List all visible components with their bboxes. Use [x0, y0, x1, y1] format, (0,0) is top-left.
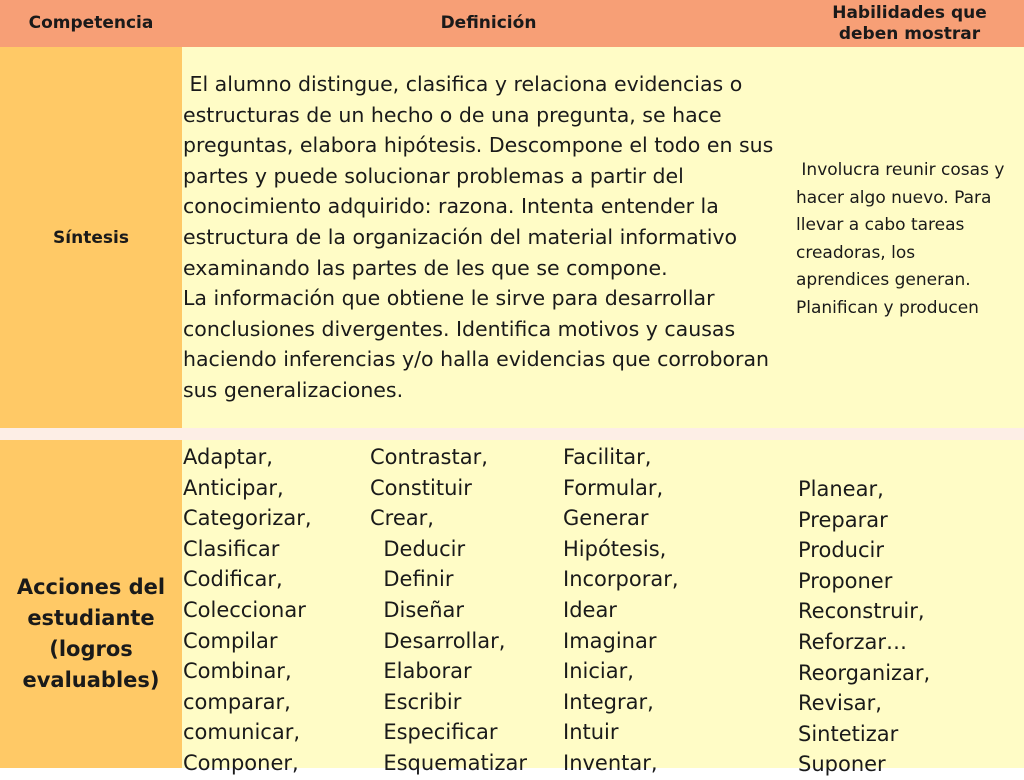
verb-item: comunicar, [183, 720, 301, 745]
verb-item: Proponer [798, 568, 893, 593]
verb-item: comparar, [183, 689, 291, 714]
verb-item: Integrar, [563, 689, 654, 714]
definicion-line: estructuras de un hecho o de una pregunta, se hace [183, 102, 722, 127]
verb-item: Facilitar, [563, 445, 652, 469]
row2-verbs-cell [182, 440, 1024, 777]
verb-item: Suponer [798, 752, 886, 777]
row2-competencia-line: estudiante [27, 606, 155, 630]
definicion-line: conocimiento adquirido: razona. Intenta entender la [183, 194, 719, 219]
verb-item: Compilar [183, 628, 278, 653]
verb-column-2 [370, 442, 527, 779]
definicion-line: haciendo inferencias y/o halla evidencias que corroboran [183, 347, 770, 372]
verb-item: Coleccionar [183, 597, 306, 622]
verb-item: Revisar, [798, 691, 882, 716]
row1-definicion-cell [182, 47, 795, 428]
row1-competencia-cell [0, 47, 182, 428]
verb-item: Idear [563, 597, 617, 622]
verb-item: Producir [798, 538, 884, 563]
definicion-line: estructura de la organización del material informativo [183, 224, 738, 249]
verb-item: Elaborar [370, 659, 472, 684]
definicion-line: preguntas, elabora hipótesis. Descompone el todo en sus [183, 133, 774, 158]
verb-item: Hipótesis, [563, 536, 667, 561]
definicion-line: La información que obtiene le sirve para desarrollar [183, 286, 715, 311]
habilidades-line: hacer algo nuevo. Para [796, 187, 992, 208]
definicion-line: partes y puede solucionar problemas a partir del [183, 163, 684, 188]
verb-item: Escribir [370, 689, 462, 714]
definicion-line: examinando las partes de les que se compone. [183, 255, 668, 280]
habilidades-line: aprendices generan. [796, 270, 971, 290]
row1-competencia-label: Síntesis [53, 227, 129, 248]
verb-item: Crear, [370, 506, 434, 531]
verb-item: Esquematizar [370, 750, 528, 775]
verb-item: Sintetizar [798, 721, 899, 746]
header-habilidades [795, 0, 1024, 47]
verb-item: Imaginar [563, 628, 657, 653]
verb-column-1 [183, 442, 312, 779]
verb-item: Contrastar, [370, 445, 488, 469]
verb-item: Intuir [563, 720, 619, 745]
habilidades-line: llevar a cabo tareas [796, 215, 965, 235]
habilidades-line: creadoras, los [796, 242, 916, 263]
verb-item: Componer, [183, 750, 299, 775]
verb-item: Adaptar, [183, 445, 273, 469]
row1-habilidades-cell [795, 47, 1024, 428]
header-competencia [0, 0, 182, 47]
verb-item: Preparar [798, 507, 888, 532]
verb-item: Reorganizar, [798, 660, 931, 685]
verb-item: Desarrollar, [370, 628, 506, 653]
verb-item: Diseñar [370, 597, 465, 622]
header-competencia-label: Competencia [28, 13, 154, 33]
row2-competencia-line: evaluables) [22, 668, 160, 692]
header-definicion [182, 0, 795, 47]
verb-item: Deducir [370, 536, 466, 561]
verb-item: Incorporar, [563, 567, 679, 592]
verb-item: Reforzar… [798, 629, 907, 654]
verb-item: Categorizar, [183, 506, 312, 531]
verb-item: Generar [563, 506, 649, 531]
verb-column-4 [798, 474, 930, 780]
definicion-line: sus generalizaciones. [183, 377, 404, 402]
verb-item: Clasificar [183, 536, 280, 561]
row2-competencia-cell [0, 440, 182, 768]
definicion-line: El alumno distingue, clasifica y relaciona evidencias o [183, 72, 743, 96]
verb-item: Especificar [370, 720, 498, 745]
definicion-line: conclusiones divergentes. Identifica motivos y causas [183, 316, 736, 341]
habilidades-line: Planifican y producen [796, 297, 979, 318]
verb-item: Constituir [370, 475, 472, 500]
row1-habilidades-text [796, 157, 1004, 322]
verb-item: Combinar, [183, 659, 292, 684]
habilidades-line: Involucra reunir cosas y [796, 160, 1005, 180]
row2-competencia-line: Acciones del [16, 575, 166, 599]
header-habilidades-line2: deben mostrar [838, 24, 981, 44]
row1-definicion-text [183, 69, 773, 406]
verb-item: Inventar, [563, 750, 658, 775]
verb-item: Formular, [563, 475, 664, 500]
verb-item: Codificar, [183, 567, 283, 592]
verb-item: Definir [370, 567, 454, 592]
row-separator [0, 428, 1024, 440]
header-habilidades-line1: Habilidades que [832, 3, 987, 23]
verb-item: Iniciar, [563, 659, 634, 684]
verb-item: Anticipar, [183, 475, 284, 500]
verb-column-3 [563, 442, 679, 779]
verb-item: Planear, [798, 477, 884, 501]
header-definicion-label: Definición [440, 13, 537, 33]
verb-item: Reconstruir, [798, 599, 925, 624]
row2-competencia-line: (logros [49, 637, 133, 661]
